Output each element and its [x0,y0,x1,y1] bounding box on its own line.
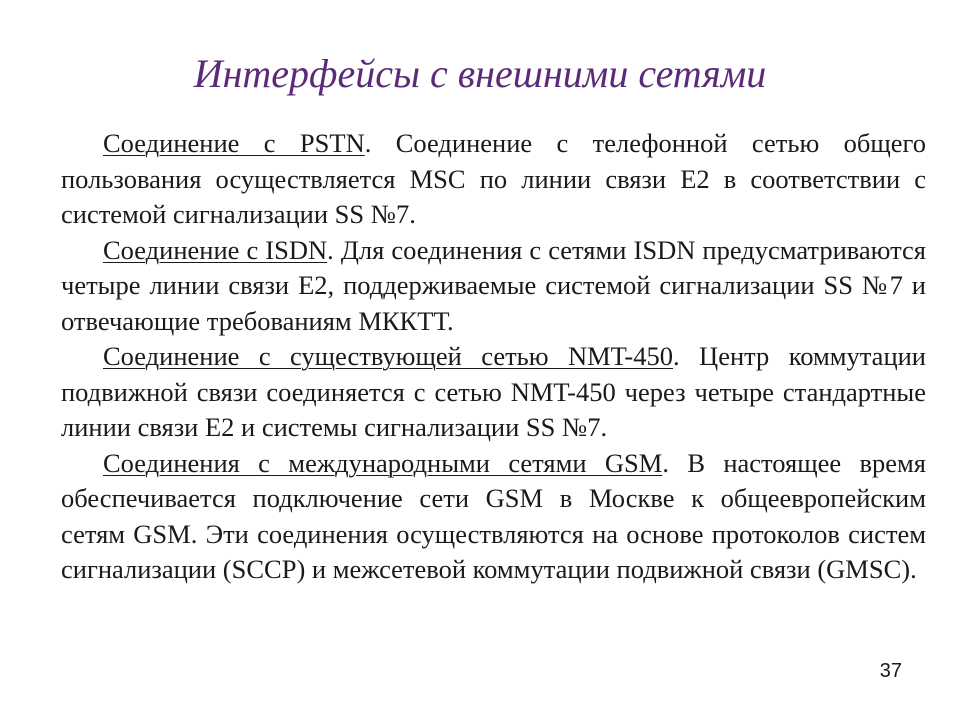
paragraph-text-gsm: . В настоящее время обеспечивается подключение сети GSM в Москве к общеевропейским сетям GSM. Эти соединения осуществляются на основе протоколов систем сигнализации (SCCP) и межсетевой коммутации подвижной связи (GMSC). [61,447,926,584]
paragraph-gsm [61,446,926,588]
paragraph-text-nmt450: . Центр коммутации подвижной связи соединяется с сетью NMT-450 через четыре стандартные линии связи Е2 и системы сигнализации SS №7. [61,341,926,442]
paragraph-text-isdn: . Для соединения с сетями ISDN предусматриваются четыре линии связи Е2, поддерживаемые системой сигнализации SS №7 и отвечающие требованиям МККТТ. [61,234,926,336]
page-number: 37 [879,660,902,682]
paragraph-heading-gsm: Соединения с международными сетями GSM [103,447,663,478]
paragraph-isdn [61,233,926,340]
paragraph-heading-nmt450: Соединение с существующей сетью NMT-450 [103,341,674,371]
paragraph-pstn [61,126,926,233]
paragraph-heading-pstn: Соединение с PSTN [103,128,365,158]
paragraph-heading-isdn: Соединение с ISDN [103,234,328,265]
paragraph-nmt450 [61,339,926,446]
paragraph-text-pstn: . Соединение с телефонной сетью общего пользования осуществляется MSC по линии связи Е2 в соответствии с системой сигнализации SS №7. [61,128,926,229]
slide-body [61,126,926,588]
slide-title: Интерфейсы с внешними сетями [193,51,767,96]
